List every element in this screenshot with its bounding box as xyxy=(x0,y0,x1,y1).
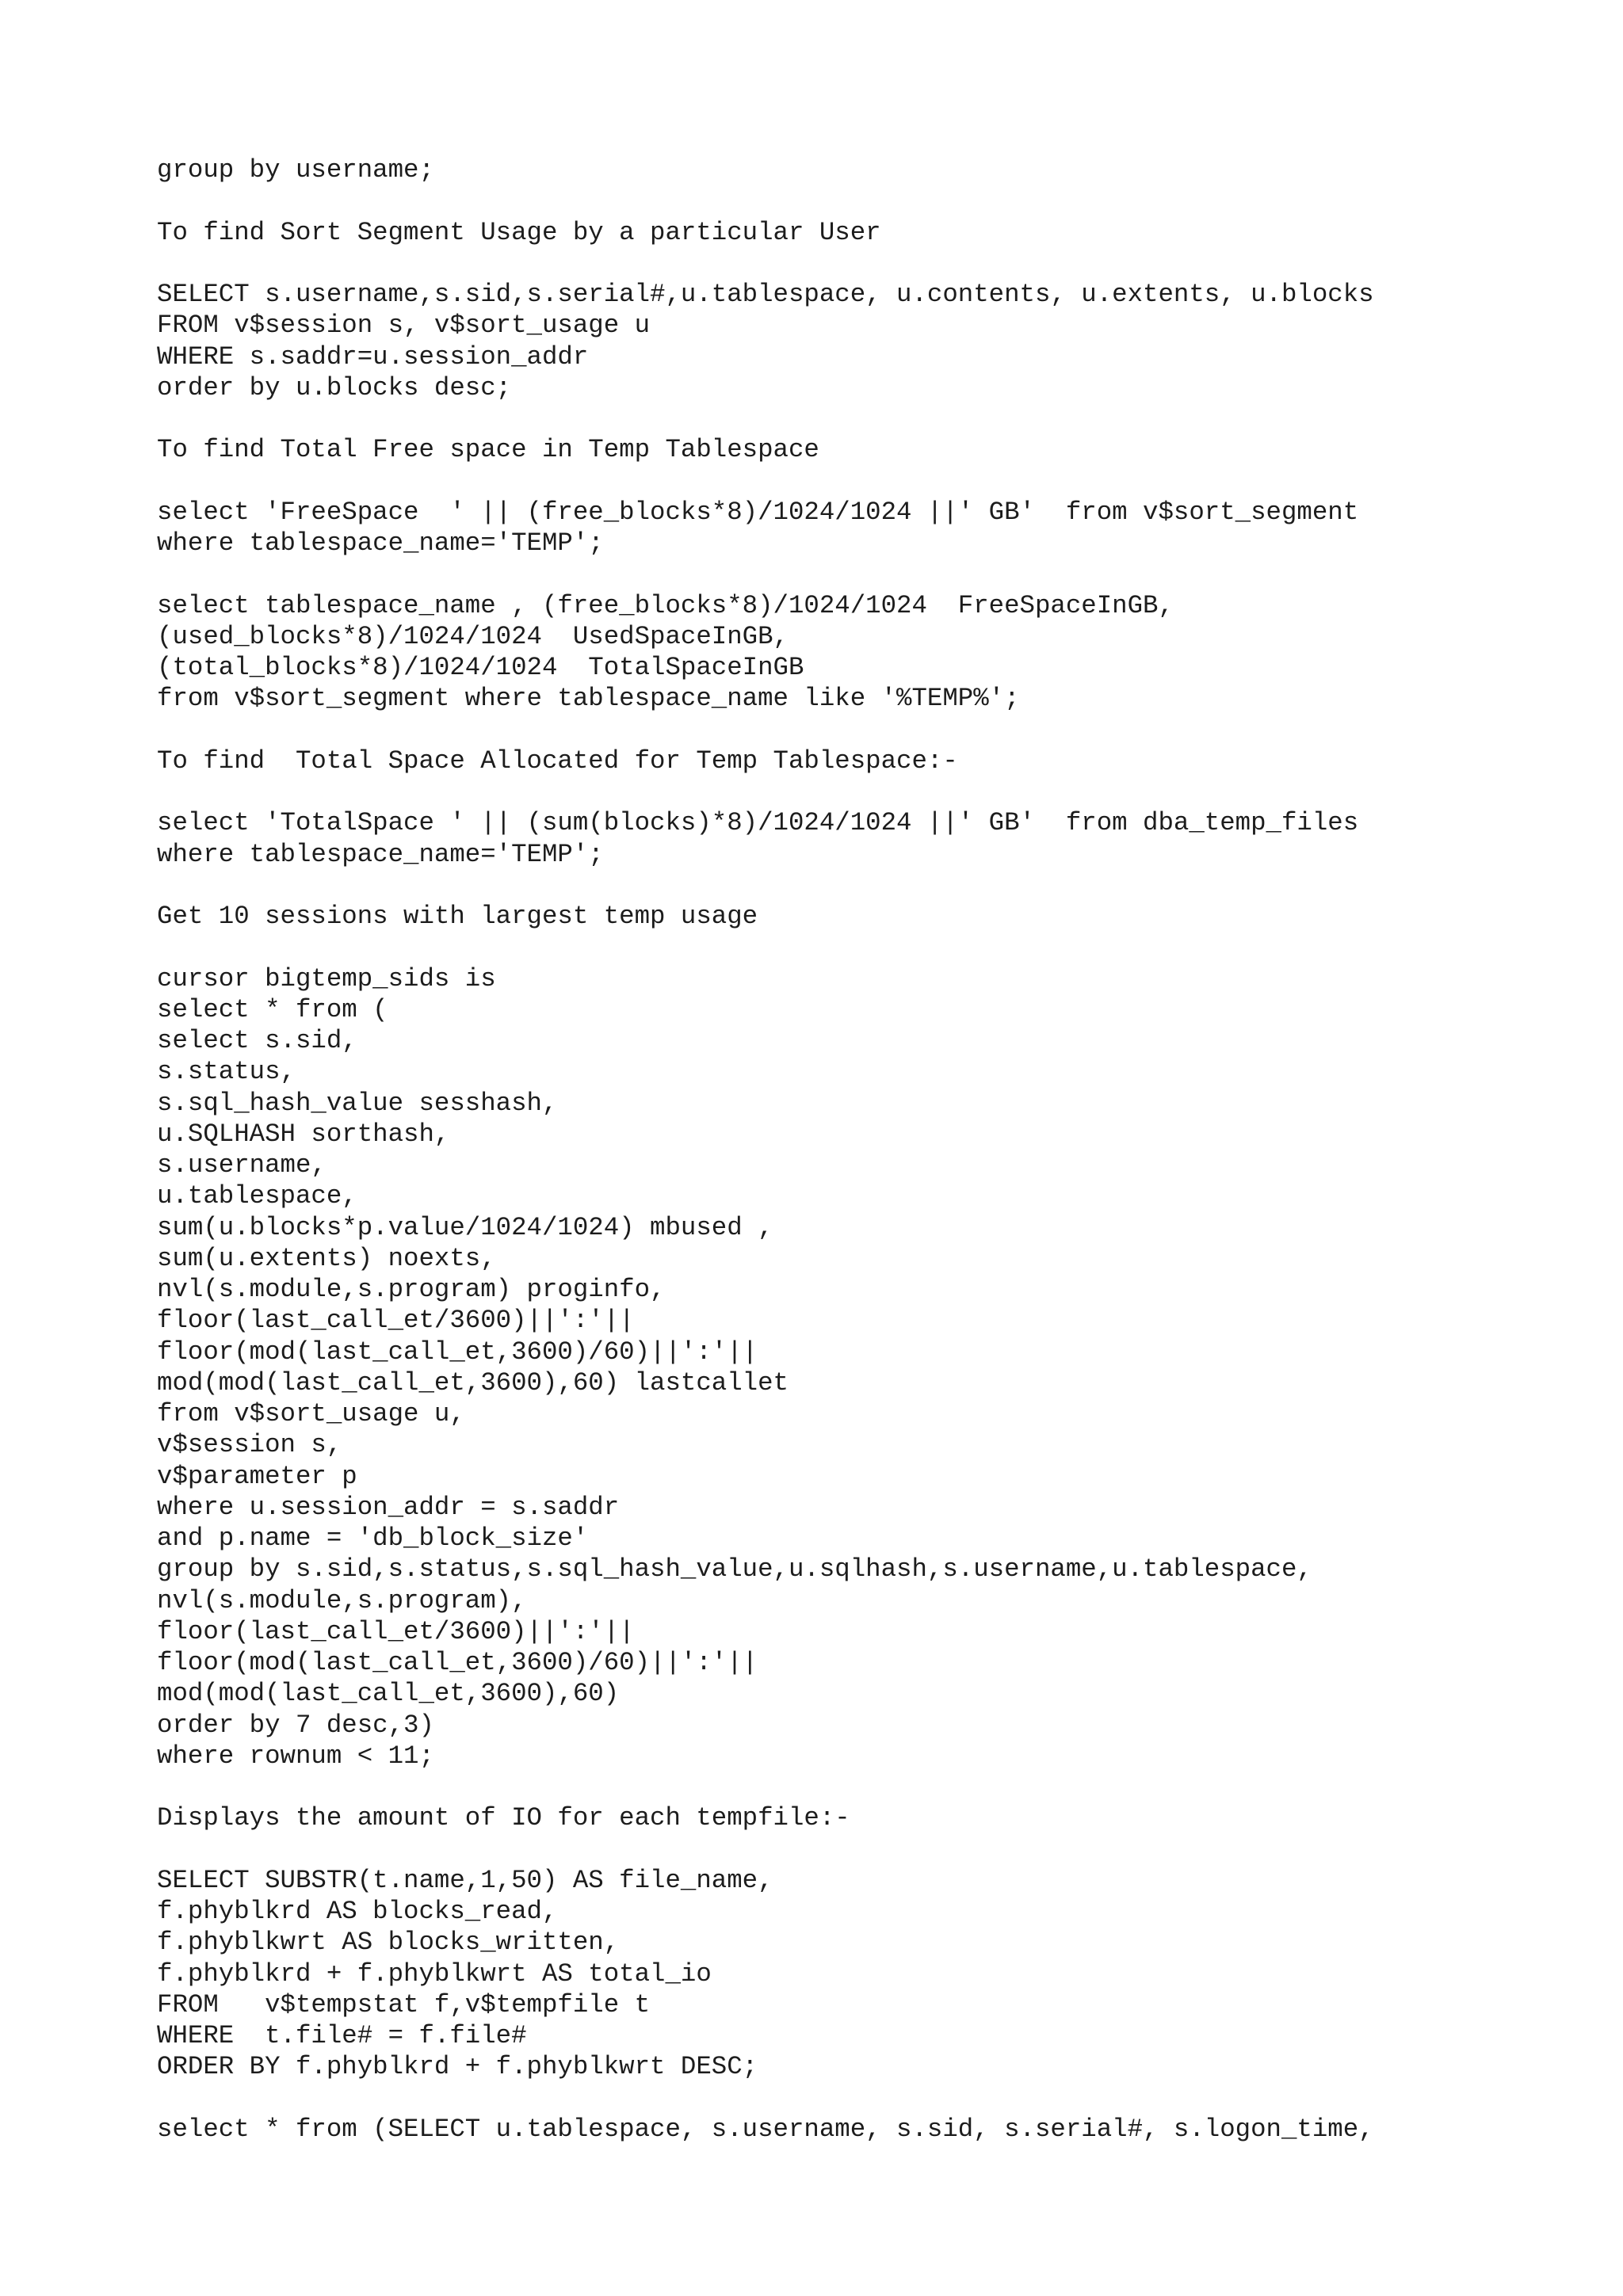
text-line: where u.session_addr = s.saddr xyxy=(157,1492,620,1522)
text-line: mod(mod(last_call_et,3600),60) xyxy=(157,1679,620,1709)
text-line: floor(mod(last_call_et,3600)/60)||':'|| xyxy=(157,1648,758,1677)
blank-line xyxy=(157,248,1599,279)
blank-line xyxy=(157,715,1599,746)
text-line: u.SQLHASH sorthash, xyxy=(157,1119,450,1149)
text-line: floor(last_call_et/3600)||':'|| xyxy=(157,1306,635,1336)
blank-line xyxy=(157,776,1599,807)
text-line: order by 7 desc,3) xyxy=(157,1710,434,1740)
text-line: f.phyblkrd AS blocks_read, xyxy=(157,1897,558,1926)
text-line: select s.sid, xyxy=(157,1026,357,1055)
blank-line xyxy=(157,870,1599,901)
text-line: group by username; xyxy=(157,155,434,185)
text-line: cursor bigtemp_sids is xyxy=(157,963,496,994)
text-line: SELECT SUBSTR(t.name,1,50) AS file_name, xyxy=(157,1865,773,1895)
text-line: FROM v$session s, v$sort_usage u xyxy=(157,311,651,341)
blank-line xyxy=(157,466,1599,497)
blank-line xyxy=(157,2083,1599,2114)
text-line: sum(u.extents) noexts, xyxy=(157,1243,496,1273)
text-line: To find Total Free space in Temp Tablespace xyxy=(157,435,819,465)
text-line: To find Sort Segment Usage by a particular User xyxy=(157,217,881,247)
text-line: WHERE s.saddr=u.session_addr xyxy=(157,341,589,372)
text-line: u.tablespace, xyxy=(157,1181,357,1211)
document-body xyxy=(157,154,1599,2145)
text-line: floor(mod(last_call_et,3600)/60)||':'|| xyxy=(157,1337,758,1367)
text-line: s.sql_hash_value sesshash, xyxy=(157,1088,558,1118)
text-line: select 'FreeSpace ' || (free_blocks*8)/1024/1024 ||' GB' from v$sort_segment xyxy=(157,497,1359,527)
blank-line xyxy=(157,1772,1599,1802)
text-line: select * from (SELECT u.tablespace, s.username, s.sid, s.serial#, s.logon_time, xyxy=(157,2114,1374,2144)
text-line: FROM v$tempstat f,v$tempfile t xyxy=(157,1989,651,2019)
text-line: sum(u.blocks*p.value/1024/1024) mbused , xyxy=(157,1212,773,1242)
text-line: mod(mod(last_call_et,3600),60) lastcallet xyxy=(157,1367,789,1398)
text-line: where tablespace_name='TEMP'; xyxy=(157,528,604,558)
text-line: f.phyblkwrt AS blocks_written, xyxy=(157,1928,620,1958)
text-line: group by s.sid,s.status,s.sql_hash_value,u.sqlhash,s.username,u.tablespace, xyxy=(157,1554,1312,1585)
text-line: nvl(s.module,s.program), xyxy=(157,1585,527,1615)
blank-line xyxy=(157,403,1599,434)
text-line: order by u.blocks desc; xyxy=(157,372,512,402)
text-line: To find Total Space Allocated for Temp Tablespace:- xyxy=(157,746,958,776)
text-line: from v$sort_usage u, xyxy=(157,1399,465,1428)
blank-line xyxy=(157,185,1599,216)
text-line: from v$sort_segment where tablespace_name like '%TEMP%'; xyxy=(157,684,1020,714)
text-line: select * from ( xyxy=(157,994,388,1024)
text-line: (total_blocks*8)/1024/1024 TotalSpaceInGB xyxy=(157,653,804,682)
text-line: where tablespace_name='TEMP'; xyxy=(157,839,604,869)
text-line: s.status, xyxy=(157,1057,296,1087)
text-line: floor(last_call_et/3600)||':'|| xyxy=(157,1616,635,1646)
text-line: Displays the amount of IO for each tempfile:- xyxy=(157,1803,850,1833)
text-line: SELECT s.username,s.sid,s.serial#,u.tablespace, u.contents, u.extents, u.blocks xyxy=(157,280,1374,309)
text-line: f.phyblkrd + f.phyblkwrt AS total_io xyxy=(157,1958,712,1989)
text-line: (used_blocks*8)/1024/1024 UsedSpaceInGB, xyxy=(157,621,789,651)
blank-line xyxy=(157,1834,1599,1865)
text-line: ORDER BY f.phyblkrd + f.phyblkwrt DESC; xyxy=(157,2052,758,2082)
text-line: select tablespace_name , (free_blocks*8)/1024/1024 FreeSpaceInGB, xyxy=(157,590,1174,620)
text-line: WHERE t.file# = f.file# xyxy=(157,2021,527,2050)
blank-line xyxy=(157,932,1599,963)
text-line: v$session s, xyxy=(157,1430,342,1460)
text-line: v$parameter p xyxy=(157,1461,357,1491)
text-line: where rownum < 11; xyxy=(157,1741,434,1771)
text-line: Get 10 sessions with largest temp usage xyxy=(157,902,758,931)
text-line: select 'TotalSpace ' || (sum(blocks)*8)/1024/1024 ||' GB' from dba_temp_files xyxy=(157,808,1359,838)
text-line: s.username, xyxy=(157,1150,327,1180)
text-line: nvl(s.module,s.program) proginfo, xyxy=(157,1275,666,1304)
blank-line xyxy=(157,559,1599,589)
text-line: and p.name = 'db_block_size' xyxy=(157,1524,589,1553)
